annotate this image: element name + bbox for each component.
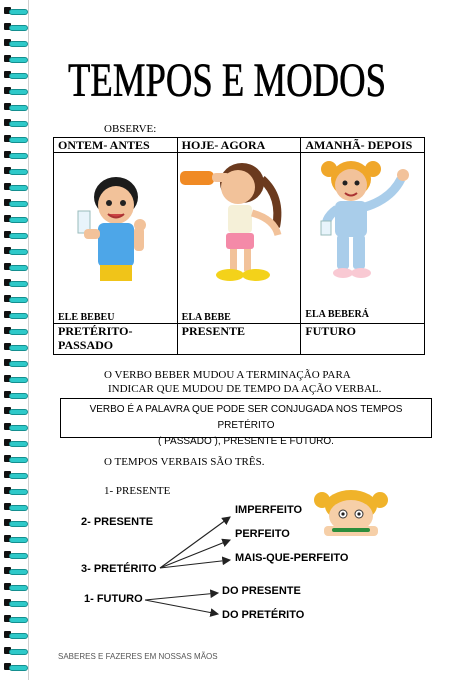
spiral-ring (4, 358, 26, 368)
header-past: ONTEM- ANTES (54, 138, 178, 153)
definition-line-1: VERBO É A PALAVRA QUE PODE SER CONJUGADA NOS TEMPOS PRETÉRITO (89, 404, 403, 431)
spiral-ring (4, 374, 26, 384)
page-edge (28, 0, 29, 680)
caption-future: ELA BEBERÁ (305, 309, 369, 320)
label-do-preterito: DO PRETÉRITO (222, 609, 305, 621)
label-perfeito: PERFEITO (235, 528, 290, 540)
spiral-ring (4, 582, 26, 592)
spiral-ring (4, 86, 26, 96)
cell-girl-drinking (177, 153, 301, 324)
spiral-ring (4, 278, 26, 288)
spiral-ring (4, 310, 26, 320)
spiral-ring (4, 38, 26, 48)
spiral-ring (4, 566, 26, 576)
arrow-do-preterito (145, 600, 218, 614)
spiral-ring (4, 486, 26, 496)
header-future: AMANHÃ- DEPOIS (301, 138, 425, 153)
spiral-ring (4, 390, 26, 400)
spiral-ring (4, 646, 26, 656)
page-title-text: TEMPOS E MODOS (68, 54, 386, 107)
arrow-mais-que-perfeito (160, 560, 230, 568)
arrow-perfeito (160, 540, 230, 568)
tense-present: PRESENTE (177, 324, 301, 355)
caption-past: ELE BEBEU (58, 312, 115, 323)
spiral-ring (4, 70, 26, 80)
spiral-ring (4, 118, 26, 128)
spiral-binding (0, 0, 30, 680)
tenses-table (53, 137, 425, 355)
arrow-do-presente (145, 593, 218, 600)
spiral-ring (4, 422, 26, 432)
spiral-ring (4, 342, 26, 352)
girl-in-pajamas-illustration (307, 155, 417, 285)
definition-box (60, 398, 432, 447)
label-preterito: 3- PRETÉRITO (81, 563, 157, 575)
cell-girl-pajamas (301, 153, 425, 324)
boy-with-glass-illustration (72, 167, 158, 297)
spiral-ring (4, 166, 26, 176)
spiral-ring (4, 262, 26, 272)
spiral-ring (4, 534, 26, 544)
spiral-ring (4, 662, 26, 672)
spiral-ring (4, 246, 26, 256)
label-mais-que-perfeito: MAIS-QUE-PERFEITO (235, 552, 349, 564)
label-do-presente: DO PRESENTE (222, 585, 301, 597)
spiral-ring (4, 518, 26, 528)
explanation-line-1: O VERBO BEBER MUDOU A TERMINAÇÃO PARA (104, 369, 351, 381)
spiral-ring (4, 22, 26, 32)
cell-boy-drinking (54, 153, 178, 324)
tempos-tres-text: O TEMPOS VERBAIS SÃO TRÊS. (104, 456, 265, 468)
spiral-ring (4, 182, 26, 192)
spiral-ring (4, 598, 26, 608)
footer-text: SABERES E FAZERES EM NOSSAS MÃOS (58, 652, 218, 661)
spiral-ring (4, 614, 26, 624)
header-present: HOJE- AGORA (177, 138, 301, 153)
spiral-ring (4, 134, 26, 144)
girl-peeking-illustration (312, 488, 390, 538)
spiral-ring (4, 454, 26, 464)
caption-present: ELA BEBE (181, 312, 231, 323)
spiral-ring (4, 6, 26, 16)
explanation-text (104, 368, 381, 396)
girl-drinking-illustration (178, 157, 298, 297)
label-presente: 2- PRESENTE (81, 516, 154, 528)
observe-label: OBSERVE: (104, 123, 157, 135)
tense-future: FUTURO (301, 324, 425, 355)
explanation-line-2: INDICAR QUE MUDOU DE TEMPO DA AÇÃO VERBAL. (108, 383, 382, 395)
label-imperfeito: IMPERFEITO (235, 504, 303, 516)
spiral-ring (4, 294, 26, 304)
spiral-ring (4, 630, 26, 640)
spiral-ring (4, 198, 26, 208)
spiral-ring (4, 54, 26, 64)
spiral-ring (4, 502, 26, 512)
spiral-ring (4, 406, 26, 416)
tense-past: PRETÉRITO- PASSADO (54, 324, 178, 355)
spiral-ring (4, 230, 26, 240)
spiral-ring (4, 102, 26, 112)
spiral-ring (4, 470, 26, 480)
arrow-imperfeito (160, 517, 230, 568)
page-title (64, 52, 394, 108)
label-futuro: 1- FUTURO (84, 593, 143, 605)
spiral-ring (4, 438, 26, 448)
definition-line-2: ( PASSADO ), PRESENTE E FUTURO. (158, 436, 334, 447)
spiral-ring (4, 214, 26, 224)
spiral-ring (4, 550, 26, 560)
spiral-ring (4, 150, 26, 160)
item-presente: 1- PRESENTE (104, 485, 171, 497)
spiral-ring (4, 326, 26, 336)
